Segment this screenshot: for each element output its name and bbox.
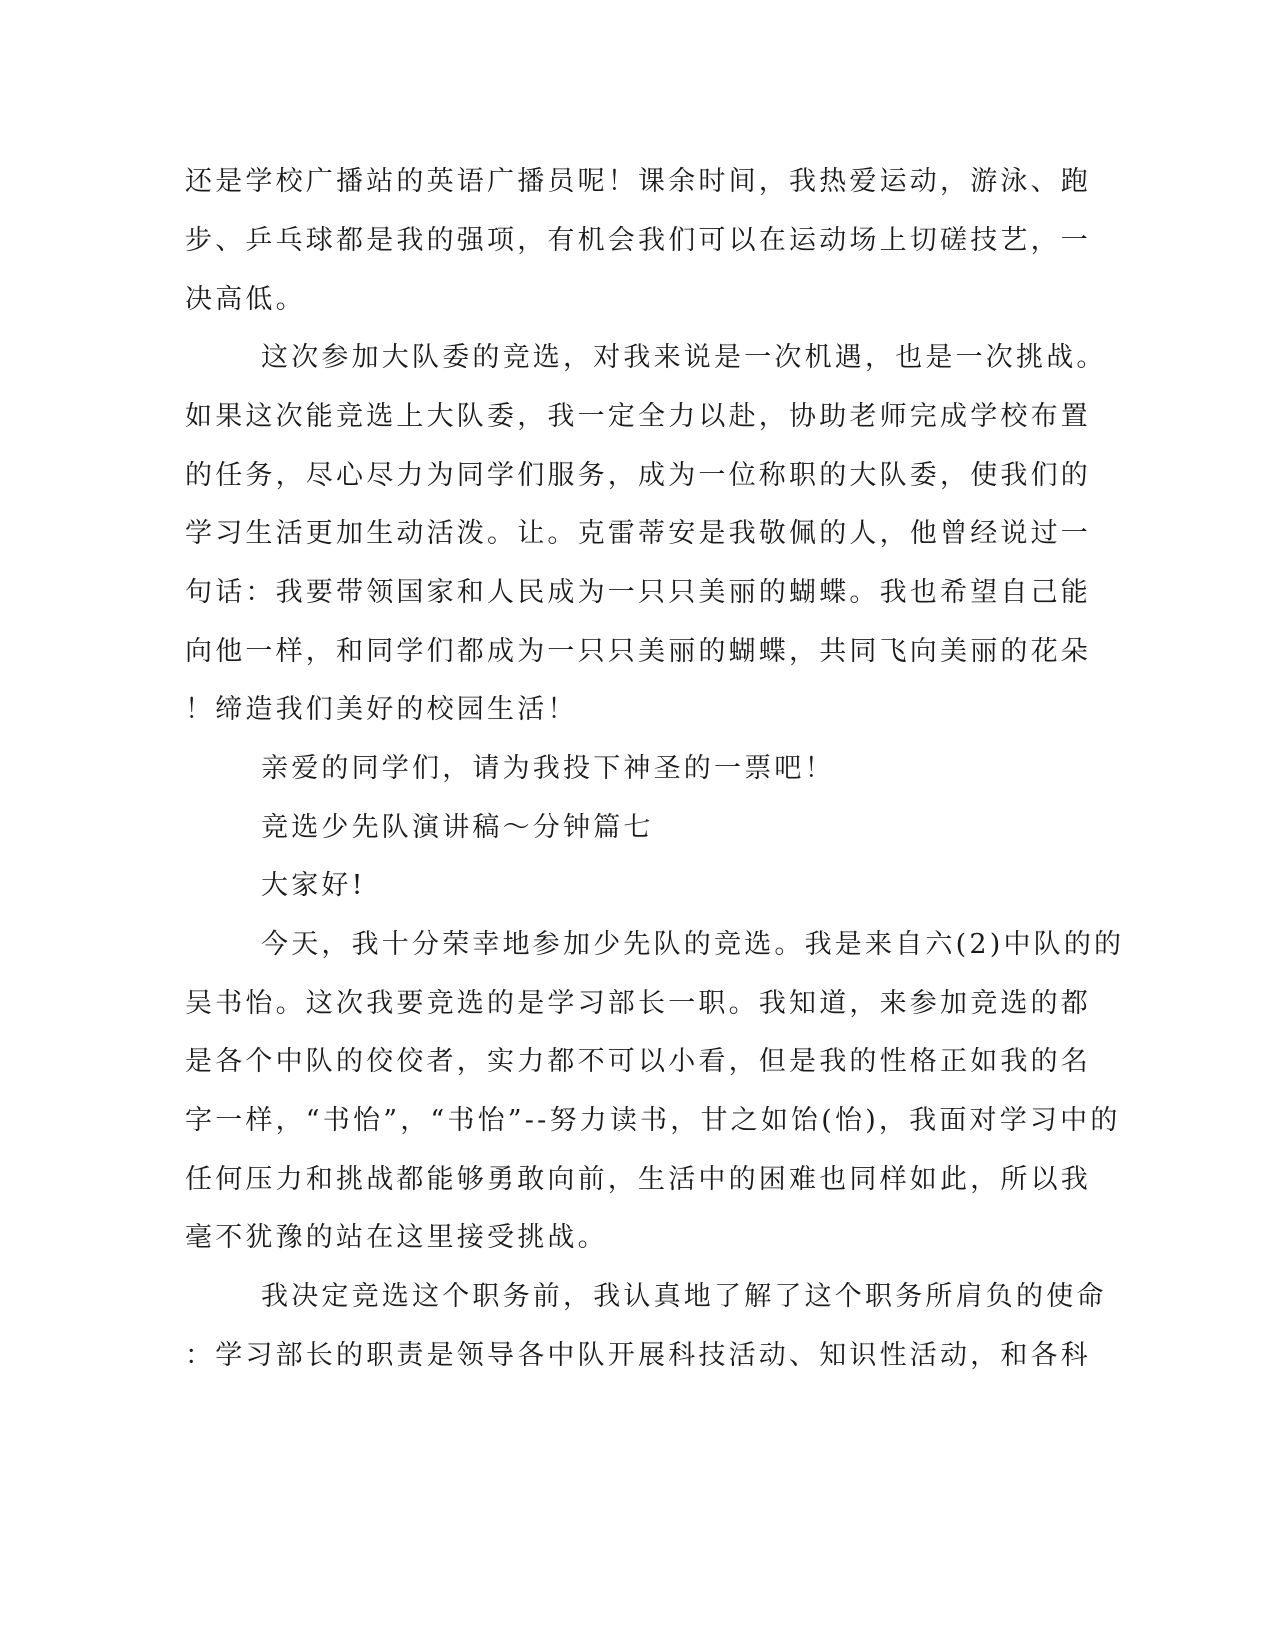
section-heading: 竞选少先队演讲稿～分钟篇七 <box>261 812 654 843</box>
text-line: 决高低。 <box>185 284 306 315</box>
text-line: 是各个中队的佼佼者，实力都不可以小看，但是我的性格正如我的名 <box>185 1046 1091 1077</box>
text-line: 吴书怡。这次我要竞选的是学习部长一职。我知道，来参加竞选的都 <box>185 988 1091 1019</box>
text-line: 字一样，“书怡”，“书怡”--努力读书，甘之如饴(怡)，我面对学习中的 <box>185 1105 1121 1136</box>
text-line: 的任务，尽心尽力为同学们服务，成为一位称职的大队委，使我们的 <box>185 460 1091 491</box>
text-line: 还是学校广播站的英语广播员呢！课余时间，我热爱运动，游泳、跑 <box>185 166 1091 197</box>
paragraph-start-line: 这次参加大队委的竞选，对我来说是一次机遇，也是一次挑战。 <box>261 342 1107 373</box>
text-line: 句话：我要带领国家和人民成为一只只美丽的蝴蝶。我也希望自己能 <box>185 577 1091 608</box>
text-line: 向他一样，和同学们都成为一只只美丽的蝴蝶，共同飞向美丽的花朵 <box>185 636 1091 667</box>
text-line: 步、乒乓球都是我的强项，有机会我们可以在运动场上切磋技艺，一 <box>185 225 1091 256</box>
greeting-line: 大家好! <box>261 870 366 901</box>
text-line: ：学习部长的职责是领导各中队开展科技活动、知识性活动，和各科 <box>185 1340 1091 1371</box>
text-line: 学习生活更加生动活泼。让。克雷蒂安是我敬佩的人，他曾经说过一 <box>185 518 1091 549</box>
paragraph-start-line: 今天，我十分荣幸地参加少先队的竞选。我是来自六(2)中队的的 <box>261 929 1125 960</box>
paragraph-start-line: 亲爱的同学们，请为我投下神圣的一票吧！ <box>261 753 835 784</box>
text-line: 任何压力和挑战都能够勇敢向前，生活中的困难也同样如此，所以我 <box>185 1164 1091 1195</box>
text-line: 如果这次能竞选上大队委，我一定全力以赴，协助老师完成学校布置 <box>185 401 1091 432</box>
text-line: 毫不犹豫的站在这里接受挑战。 <box>185 1222 608 1253</box>
text-line: ！缔造我们美好的校园生活！ <box>185 694 578 725</box>
paragraph-start-line: 我决定竞选这个职务前，我认真地了解了这个职务所肩负的使命 <box>261 1281 1107 1312</box>
